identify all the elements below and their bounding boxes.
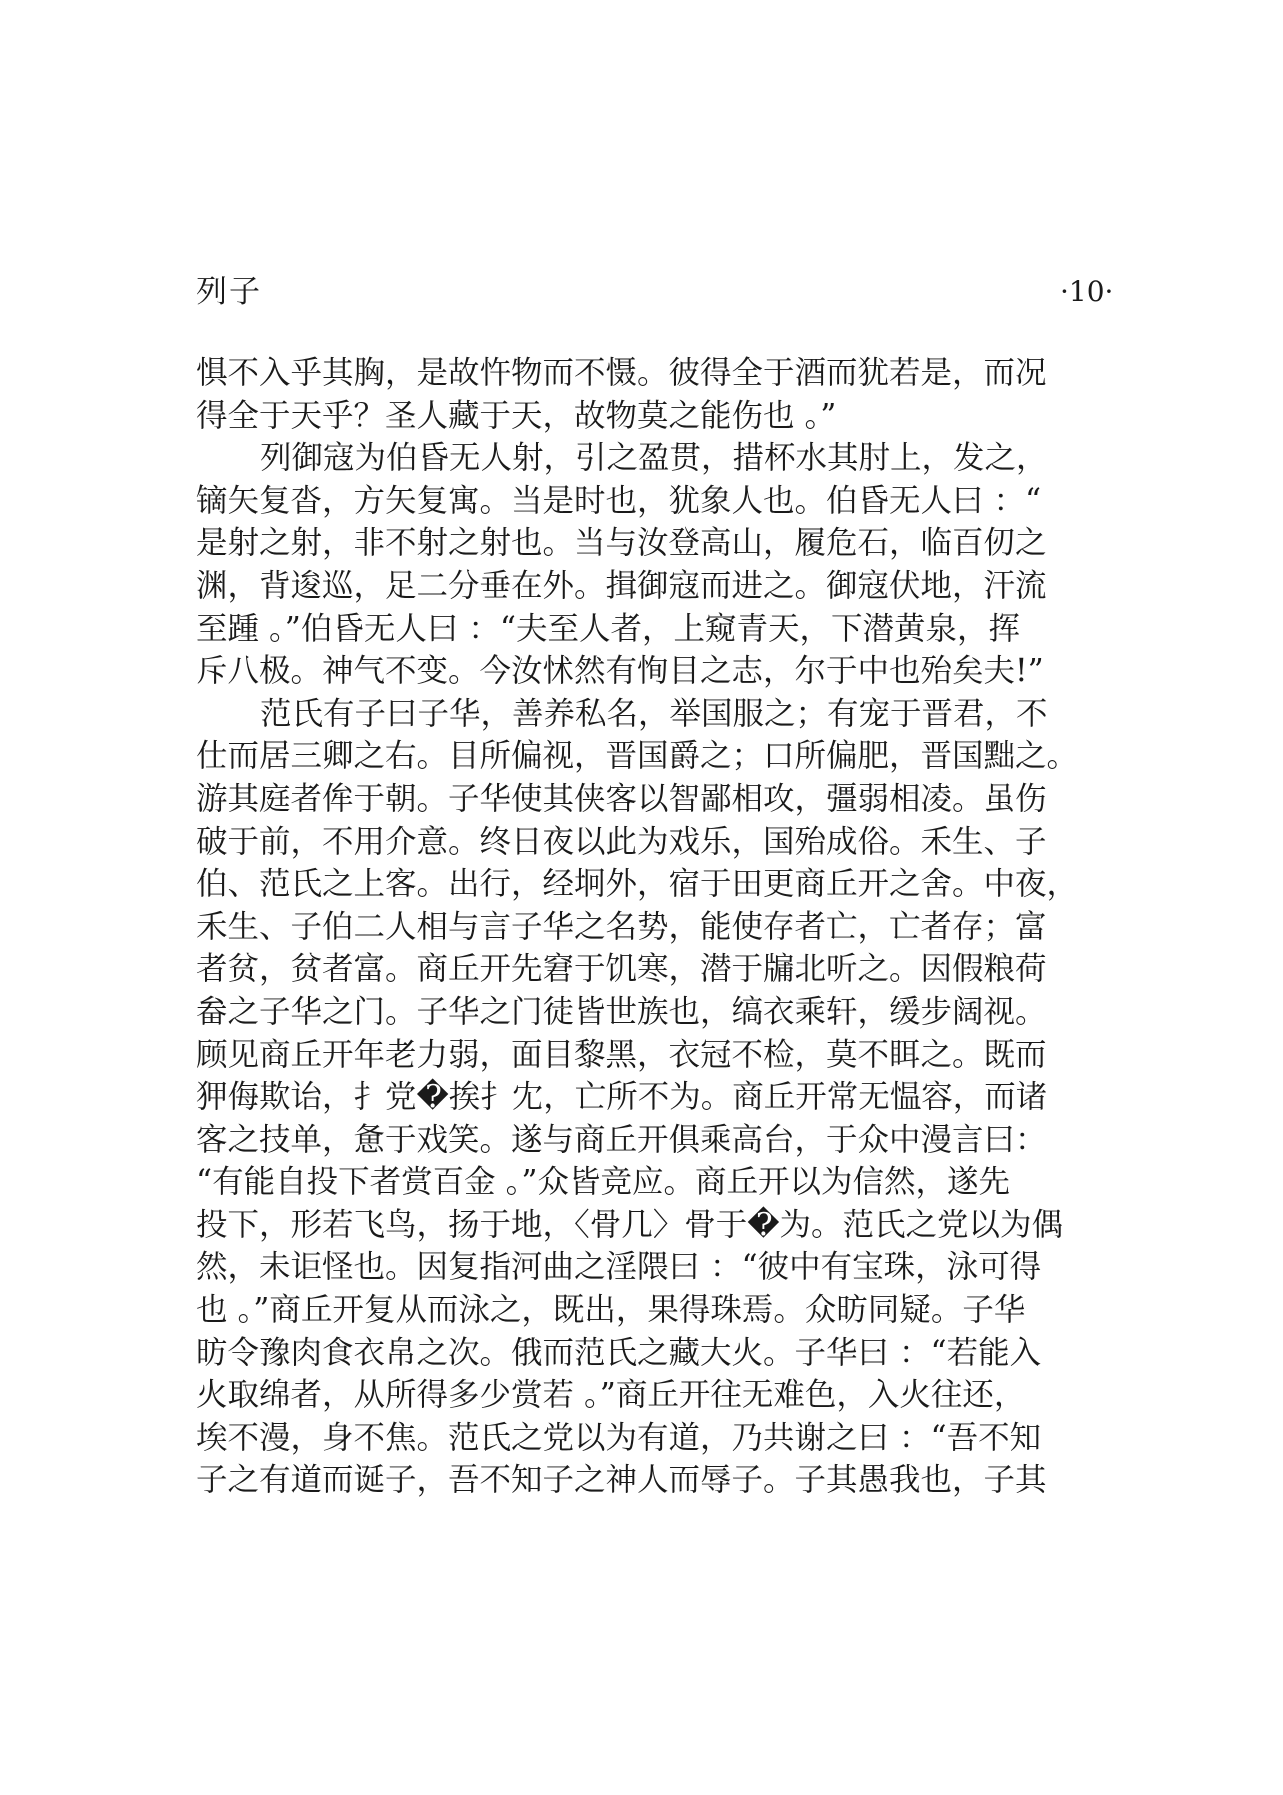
text-line: 然，未讵怪也。因复指河曲之淫隈曰 ：“彼中有宝珠，泳可得	[196, 1249, 1042, 1286]
text-line: 禾生、子伯二人相与言子华之名势，能使存者亡，亡者存；富	[196, 908, 1047, 945]
text-line: 列御寇为伯昏无人射，引之盈贯，措杯水其肘上，发之，	[260, 440, 1048, 477]
text-line: 渊，背逡巡，足二分垂在外。揖御寇而进之。御寇伏地，汗流	[196, 567, 1047, 604]
body-text	[196, 352, 1126, 1502]
text-line: 昉令豫肉食衣帛之次。俄而范氏之藏大火。子华曰 ：“若能入	[196, 1334, 1042, 1371]
text-line: 伯、范氏之上客。出行，经坰外，宿于田更商丘开之舍。中夜，	[196, 866, 1079, 903]
text-line: 范氏有子曰子华，善养私名，举国服之；有宠于晋君，不	[260, 695, 1048, 732]
text-line: 客之技单，惫于戏笑。遂与商丘开俱乘高台，于众中漫言曰：	[196, 1121, 1047, 1158]
text-line: 至踵 。”伯昏无人曰 ：“夫至人者，上窥青天，下潜黄泉，挥	[196, 610, 1020, 647]
text-line: “有能自投下者赏百金 。”众皆竞应。商丘开以为信然，遂先	[196, 1164, 1010, 1201]
text-line: 也 。”商丘开复从而泳之，既出，果得珠焉。众昉同疑。子华	[196, 1292, 1026, 1329]
text-line: 火取绵者，从所得多少赏若 。”商丘开往无难色，入火往还，	[196, 1377, 1026, 1414]
text-line: 得全于天乎？圣人藏于天，故物莫之能伤也 。”	[196, 397, 837, 434]
text-line: 惧不入乎其胸，是故忤物而不慑。彼得全于酒而犹若是，而况	[196, 355, 1047, 391]
text-line: 顾见商丘开年老力弱，面目黎黑，衣冠不检，莫不眲之。既而	[196, 1036, 1047, 1073]
running-title: 列子	[196, 274, 262, 310]
page-number: ·10·	[1060, 275, 1114, 308]
text-line: 投下，形若飞鸟，扬于地，〈骨几〉骨于�为。范氏之党以为偶	[196, 1206, 1064, 1243]
text-line: 仕而居三卿之右。目所偏视，晋国爵之；口所偏肥，晋国黜之。	[196, 738, 1079, 775]
text-line: 破于前，不用介意。终日夜以此为戏乐，国殆成俗。禾生、子	[196, 823, 1047, 860]
text-line: 是射之射，非不射之射也。当与汝登高山，履危石，临百仞之	[196, 525, 1047, 562]
text-line: 者贫，贫者富。商丘开先窘于饥寒，潜于牖北听之。因假粮荷	[196, 951, 1047, 988]
text-line: 斥八极。神气不变。今汝怵然有恂目之志，尔于中也殆矣夫!”	[196, 653, 1044, 690]
text-line: 狎侮欺诒，扌党�挨扌冘，亡所不为。商丘开常无愠容，而诸	[196, 1079, 1048, 1116]
text-line: 埃不漫，身不焦。范氏之党以为有道，乃共谢之曰 ：“吾不知	[196, 1419, 1042, 1456]
text-line: 镝矢复沓，方矢复寓。当是时也，犹象人也。伯昏无人曰 ：“	[196, 482, 1042, 519]
text-line: 游其庭者侔于朝。子华使其侠客以智鄙相攻，彊弱相凌。虽伤	[196, 780, 1047, 817]
text-line: 畚之子华之门。子华之门徒皆世族也，缟衣乘轩，缓步阔视。	[196, 993, 1047, 1030]
text-line: 子之有道而诞子，吾不知子之神人而辱子。子其愚我也，子其	[196, 1462, 1047, 1499]
